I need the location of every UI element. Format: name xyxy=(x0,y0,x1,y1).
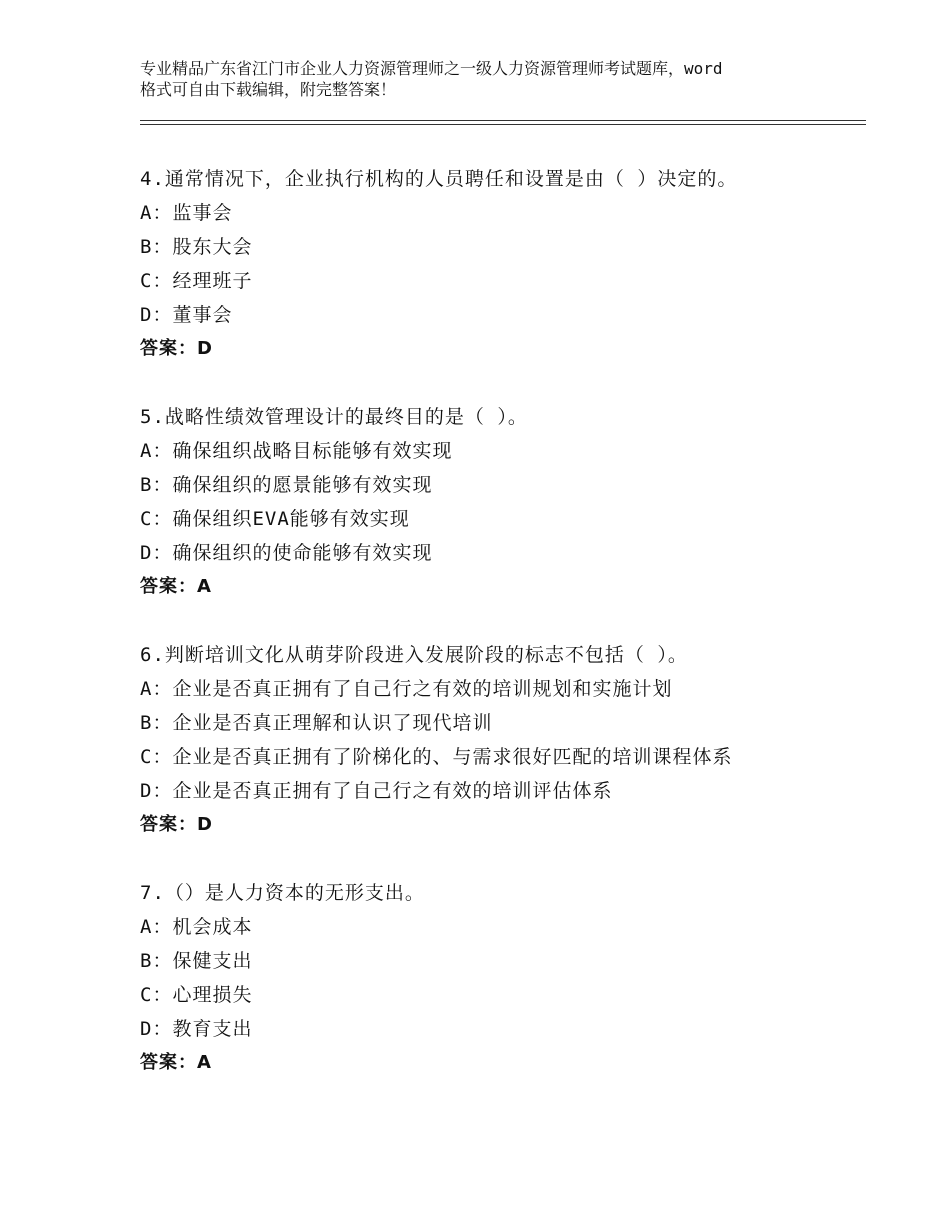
question-7 xyxy=(140,876,860,1080)
option-a: A：企业是否真正拥有了自己行之有效的培训规划和实施计划 xyxy=(140,678,673,700)
option-d: D：教育支出 xyxy=(140,1018,253,1040)
question-stem: 5.战略性绩效管理设计的最终目的是（ ）。 xyxy=(140,406,528,428)
option-b: B：企业是否真正理解和认识了现代培训 xyxy=(140,712,493,734)
question-stem: 7.（）是人力资本的无形支出。 xyxy=(140,882,425,904)
option-b: B：保健支出 xyxy=(140,950,253,972)
header-title-line-1: 专业精品广东省江门市企业人力资源管理师之一级人力资源管理师考试题库，word xyxy=(140,59,723,78)
option-b: B：股东大会 xyxy=(140,236,253,258)
question-5 xyxy=(140,400,860,604)
option-a: A：机会成本 xyxy=(140,916,253,938)
option-d: D：确保组织的使命能够有效实现 xyxy=(140,542,433,564)
answer-label: 答案：A xyxy=(140,1052,212,1073)
option-d: D：董事会 xyxy=(140,304,233,326)
question-6 xyxy=(140,638,860,842)
option-d: D：企业是否真正拥有了自己行之有效的培训评估体系 xyxy=(140,780,613,802)
question-4 xyxy=(140,162,860,366)
question-list xyxy=(140,162,860,1114)
option-a: A：确保组织战略目标能够有效实现 xyxy=(140,440,453,462)
header-divider-top xyxy=(140,120,866,121)
option-c: C：心理损失 xyxy=(140,984,253,1006)
option-c: C：企业是否真正拥有了阶梯化的、与需求很好匹配的培训课程体系 xyxy=(140,746,733,768)
option-c: C：经理班子 xyxy=(140,270,253,292)
option-a: A：监事会 xyxy=(140,202,233,224)
question-stem: 6.判断培训文化从萌芽阶段进入发展阶段的标志不包括（ ）。 xyxy=(140,644,688,666)
answer-label: 答案：A xyxy=(140,576,212,597)
question-stem: 4.通常情况下，企业执行机构的人员聘任和设置是由（ ）决定的。 xyxy=(140,168,738,190)
answer-label: 答案：D xyxy=(140,338,213,359)
header-divider-bottom xyxy=(140,124,866,125)
header-title-line-2: 格式可自由下载编辑，附完整答案！ xyxy=(140,80,397,99)
document-header xyxy=(140,58,840,100)
option-c: C：确保组织EVA能够有效实现 xyxy=(140,508,410,530)
answer-label: 答案：D xyxy=(140,814,213,835)
option-b: B：确保组织的愿景能够有效实现 xyxy=(140,474,433,496)
